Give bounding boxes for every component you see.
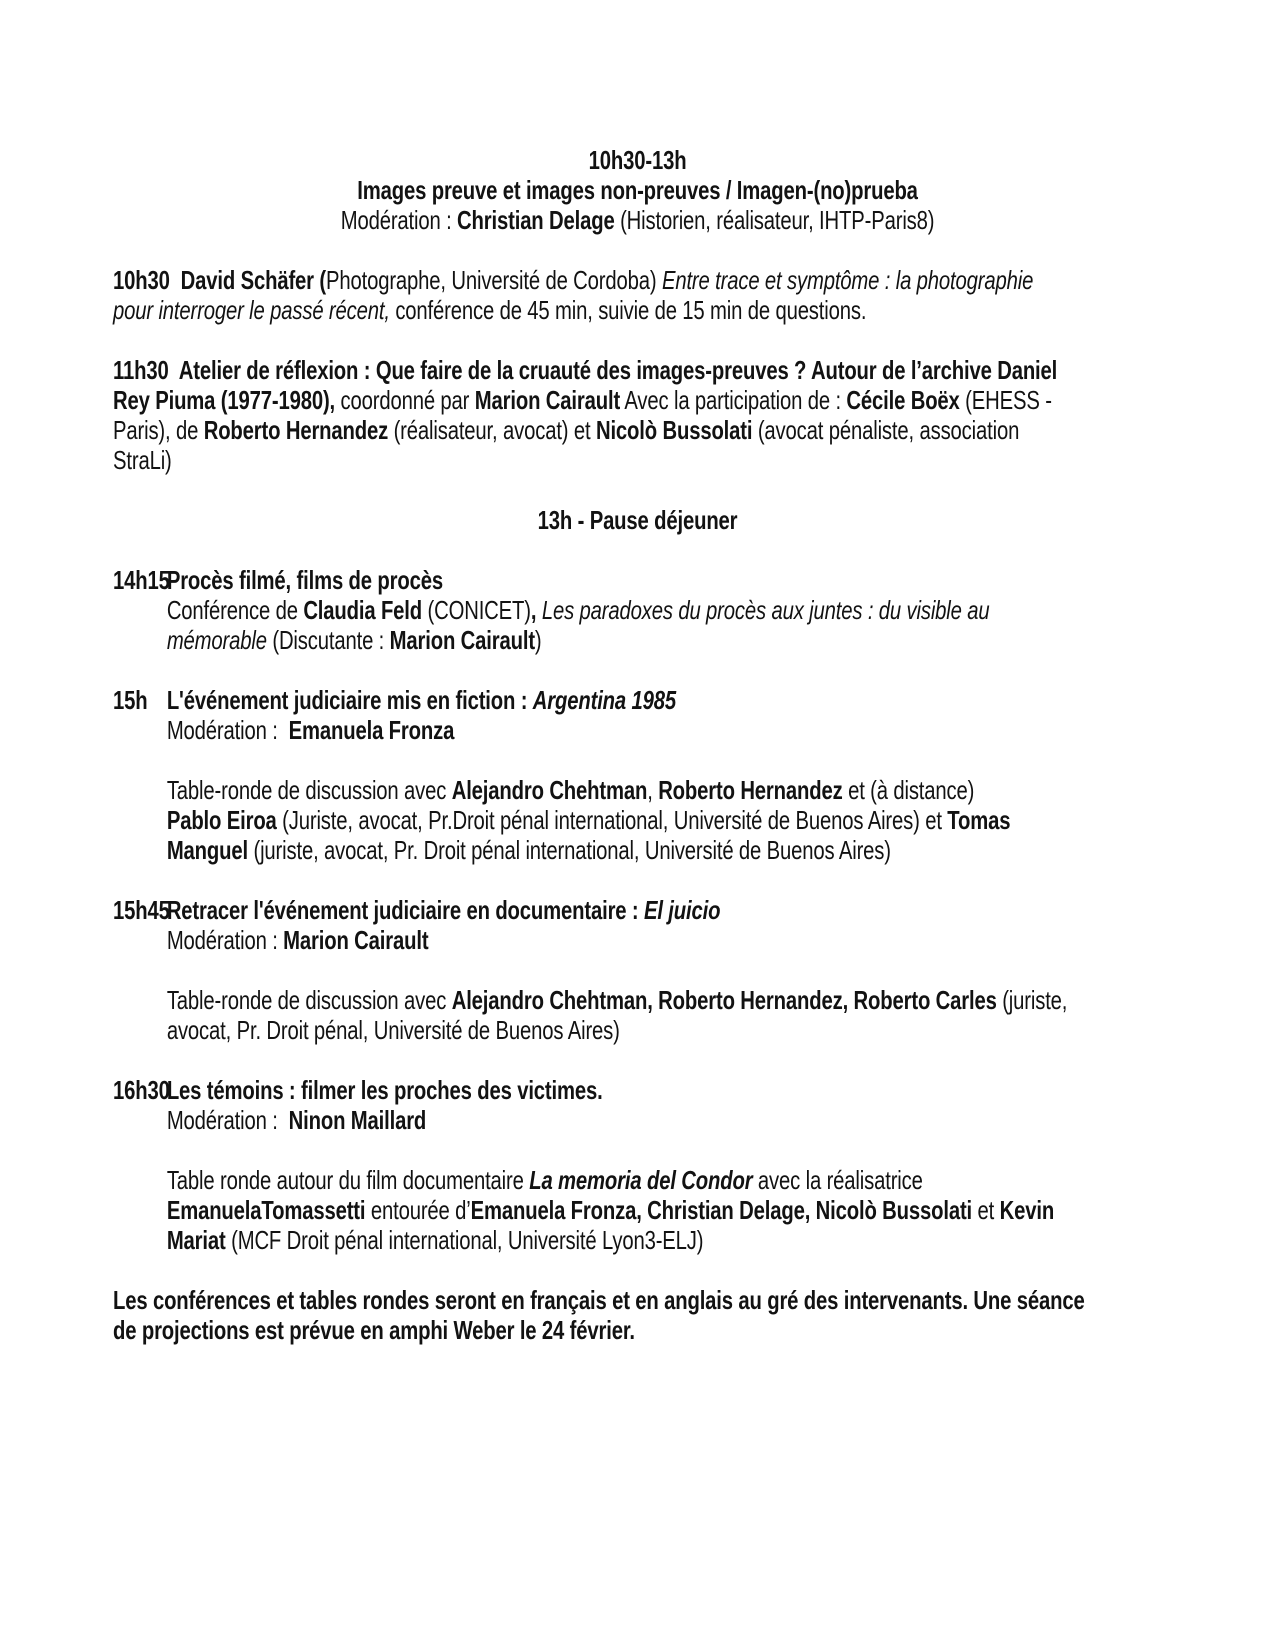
text-line [113,205,1162,235]
text-run: Claudia Feld [303,595,423,625]
text-run: Avec la participation de : [620,385,847,415]
text-line [113,925,1162,955]
text-run: Nicolò Bussolati [595,415,753,445]
session-header [113,145,1162,235]
time-label: 15h45 [113,895,170,925]
text-line [113,715,1162,745]
text-run: (EHESS - [959,385,1052,415]
text-run: (juriste, avocat, Pr. Droit pénal international, Université de Buenos Aires) [247,835,891,865]
text-run: Pablo Eiroa [166,805,277,835]
text-run: Retracer l'événement judiciaire en documentaire : [166,895,644,925]
text-run: (CONICET) [422,595,531,625]
text-run: Argentina 1985 [532,685,677,715]
text-run: Emanuela Fronza, Christian Delage, Nicolò Bussolati [470,1195,973,1225]
text-line [113,1225,1162,1255]
text-run: Tomas [947,805,1011,835]
text-run: 13h - Pause déjeuner [537,505,738,535]
text-run: (Juriste, avocat, Pr.Droit pénal international, Université de Buenos Aires) et [276,805,948,835]
text-run: (avocat pénaliste, association [752,415,1020,445]
text-line [113,805,1162,835]
item-15h45 [113,895,1162,1045]
text-run: avocat, Pr. Droit pénal, Université de Buenos Aires) [166,1015,620,1045]
text-line [113,1315,1162,1345]
text-run: (Discutante : [266,625,390,655]
text-line [113,265,1162,295]
text-run: pour interroger le passé récent, [113,295,390,325]
text-run: Mariat [166,1225,226,1255]
text-line [113,565,1162,595]
text-line [113,415,1162,445]
time-label: 16h30 [113,1075,170,1105]
text-line [113,1165,1162,1195]
text-run: de projections est prévue en amphi Weber le 24 février. [113,1315,635,1345]
text-run: , [530,595,537,625]
text-run: Roberto Hernandez [203,415,389,445]
text-line [113,1105,1162,1135]
text-line [113,385,1162,415]
document-content [113,145,1162,1345]
text-run: Ninon Maillard [288,1105,427,1135]
text-run: Table-ronde de discussion avec [166,985,452,1015]
text-run: Photographe, Université de Cordoba) [325,265,662,295]
item-14h15 [113,565,1162,655]
item-11h30 [113,355,1162,475]
blank-line [113,955,1162,985]
blank-line [113,745,1162,775]
text-run: mémorable [166,625,267,655]
text-line [113,505,1162,535]
time-label: 14h15 [113,565,170,595]
text-run: coordonné par [335,385,475,415]
text-run: , [647,775,659,805]
text-run: Les paradoxes du procès aux juntes : du visible au [541,595,990,625]
item-16h30 [113,1075,1162,1255]
text-run: 10h30 David Schäfer ( [113,265,326,295]
text-run: Modération : [166,925,284,955]
text-line [113,775,1162,805]
text-run: et (à distance) [842,775,975,805]
text-line [113,895,1162,925]
text-line [113,145,1162,175]
time-label: 15h [113,685,148,715]
text-run: 11h30 Atelier de réflexion : Que faire de la cruauté des images-preuves ? Autour de l’archive Daniel [113,355,1058,385]
text-line [113,1285,1162,1315]
text-run: Rey Piuma (1977-1980), [113,385,336,415]
text-run: Marion Cairault [283,925,429,955]
text-run: Emanuela Fronza [288,715,455,745]
text-line [113,625,1162,655]
text-line [113,295,1162,325]
text-run: Les témoins : filmer les proches des victimes. [166,1075,603,1105]
text-run: EmanuelaTomassetti [166,1195,366,1225]
pause-dejeuner [113,505,1162,535]
text-line [113,1015,1162,1045]
text-line [113,1075,1162,1105]
text-run: Alejandro Chehtman [451,775,648,805]
text-run: Table ronde autour du film documentaire [166,1165,530,1195]
text-line [113,1195,1162,1225]
text-line [113,445,1162,475]
text-line [113,835,1162,865]
text-run: Images preuve et images non-preuves / Imagen-(no)prueba [357,175,918,205]
text-run: Modération : [166,1105,289,1135]
text-run: Modération : [340,205,458,235]
text-run: Alejandro Chehtman, Roberto Hernandez, Roberto Carles [451,985,997,1015]
text-run: Les conférences et tables rondes seront en français et en anglais au gré des intervenants. Une séance [113,1285,1085,1315]
text-run: Marion Cairault [474,385,621,415]
text-run: Christian Delage [457,205,615,235]
text-line [113,175,1162,205]
text-run: (Historien, réalisateur, IHTP-Paris8) [614,205,935,235]
text-run: Marion Cairault [389,625,535,655]
item-15h [113,685,1162,865]
text-run: L'événement judiciaire mis en fiction : [166,685,533,715]
text-run: (réalisateur, avocat) et [388,415,596,445]
text-run: Table-ronde de discussion avec [166,775,452,805]
text-run: ) [534,625,542,655]
text-run: Conférence de [166,595,304,625]
closing-note [113,1285,1162,1345]
text-run: et [972,1195,1000,1225]
text-run: Roberto Hernandez [658,775,843,805]
text-run: Procès filmé, films de procès [166,565,443,595]
blank-line [113,1135,1162,1165]
text-run: avec la réalisatrice [752,1165,923,1195]
text-run: Paris), de [113,415,204,445]
text-line [113,355,1162,385]
text-run: Manguel [166,835,248,865]
text-run: Modération : [166,715,289,745]
text-run: Entre trace et symptôme : la photographie [661,265,1034,295]
text-run: Kevin [999,1195,1055,1225]
text-run: entourée d’ [365,1195,471,1225]
text-run: El juicio [643,895,721,925]
text-line [113,595,1162,625]
text-run: (juriste, [996,985,1068,1015]
text-run: conférence de 45 min, suivie de 15 min de questions. [389,295,867,325]
text-run: (MCF Droit pénal international, Université Lyon3-ELJ) [225,1225,704,1255]
text-run: La memoria del Condor [529,1165,753,1195]
text-run: 10h30-13h [588,145,687,175]
item-10h30 [113,265,1162,325]
text-run: StraLi) [113,445,172,475]
text-line [113,985,1162,1015]
text-run: Cécile Boëx [846,385,960,415]
text-line [113,685,1162,715]
